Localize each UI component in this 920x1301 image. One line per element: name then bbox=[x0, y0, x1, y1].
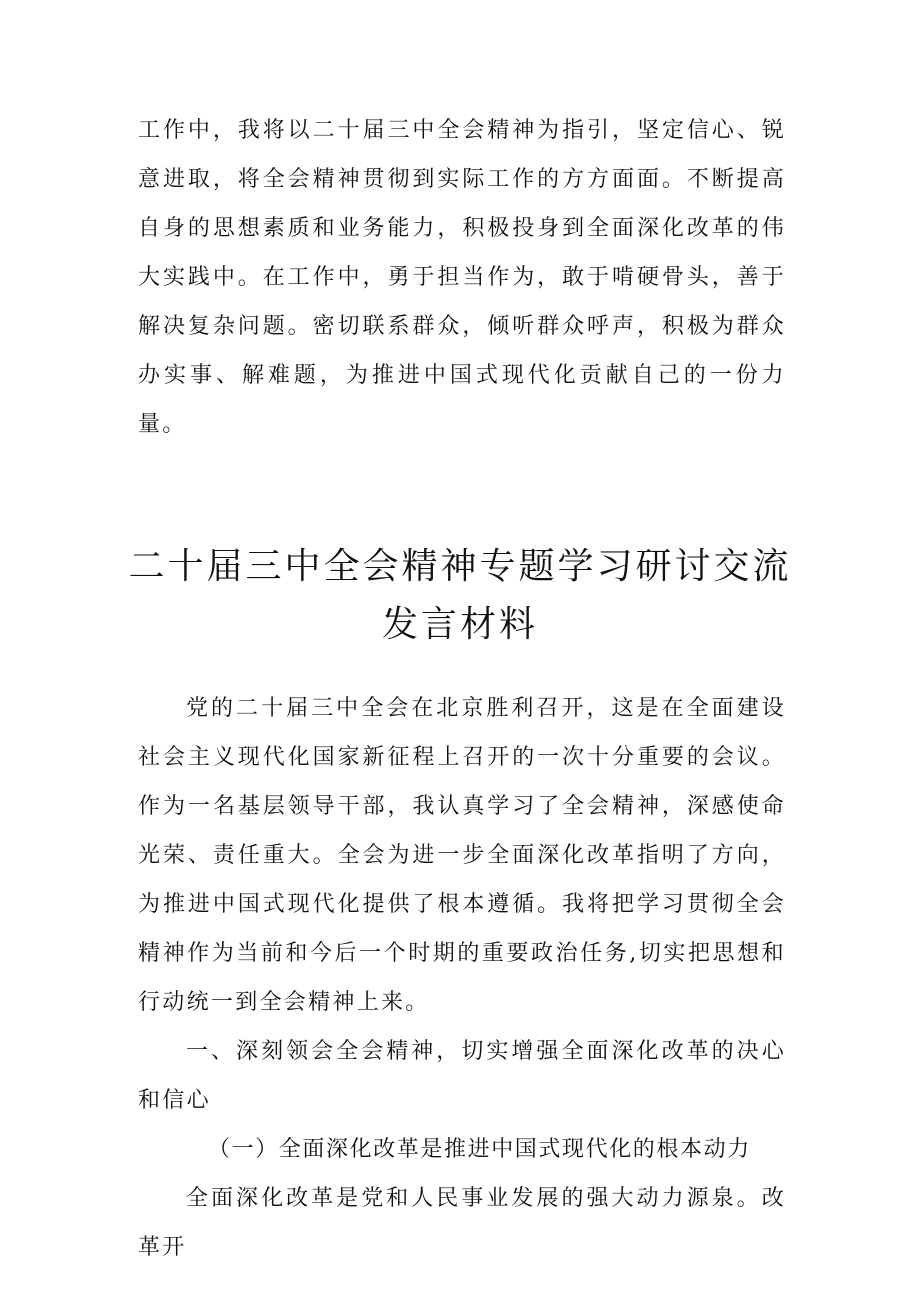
continued-paragraph: 工作中，我将以二十届三中全会精神为指引，坚定信心、锐意进取，将全会精神贯彻到实际工作的方方面面。不断提高自身的思想素质和业务能力，积极投身到全面深化改革的伟大实践中。在工作中，勇于担当作为，敢于啃硬骨头，善于解决复杂问题。密切联系群众，倾听群众呼声，积极为群众办实事、解难题，为推进中国式现代化贡献自己的一份力量。 bbox=[138, 118, 786, 437]
document-body bbox=[138, 684, 786, 1272]
section-heading-1: 一、深刻领会全会精神，切实增强全面深化改革的决心和信心 bbox=[138, 1039, 786, 1113]
body-paragraph: 全面深化改革是党和人民事业发展的强大动力源泉。改革开 bbox=[138, 1186, 786, 1260]
subsection-heading-1: （一）全面深化改革是推进中国式现代化的根本动力 bbox=[208, 1137, 751, 1162]
document-title: 二十届三中全会精神专题学习研讨交流发言材料 bbox=[128, 546, 792, 645]
intro-paragraph: 党的二十届三中全会在北京胜利召开，这是在全面建设社会主义现代化国家新征程上召开的一次十分重要的会议。作为一名基层领导干部，我认真学习了全会精神，深感使命光荣、责任重大。全会为进一步全面深化改革指明了方向，为推进中国式现代化提供了根本遵循。我将把学习贯彻全会精神作为当前和今后一个时期的重要政治任务,切实把思想和行动统一到全会精神上来。 bbox=[138, 696, 786, 1015]
